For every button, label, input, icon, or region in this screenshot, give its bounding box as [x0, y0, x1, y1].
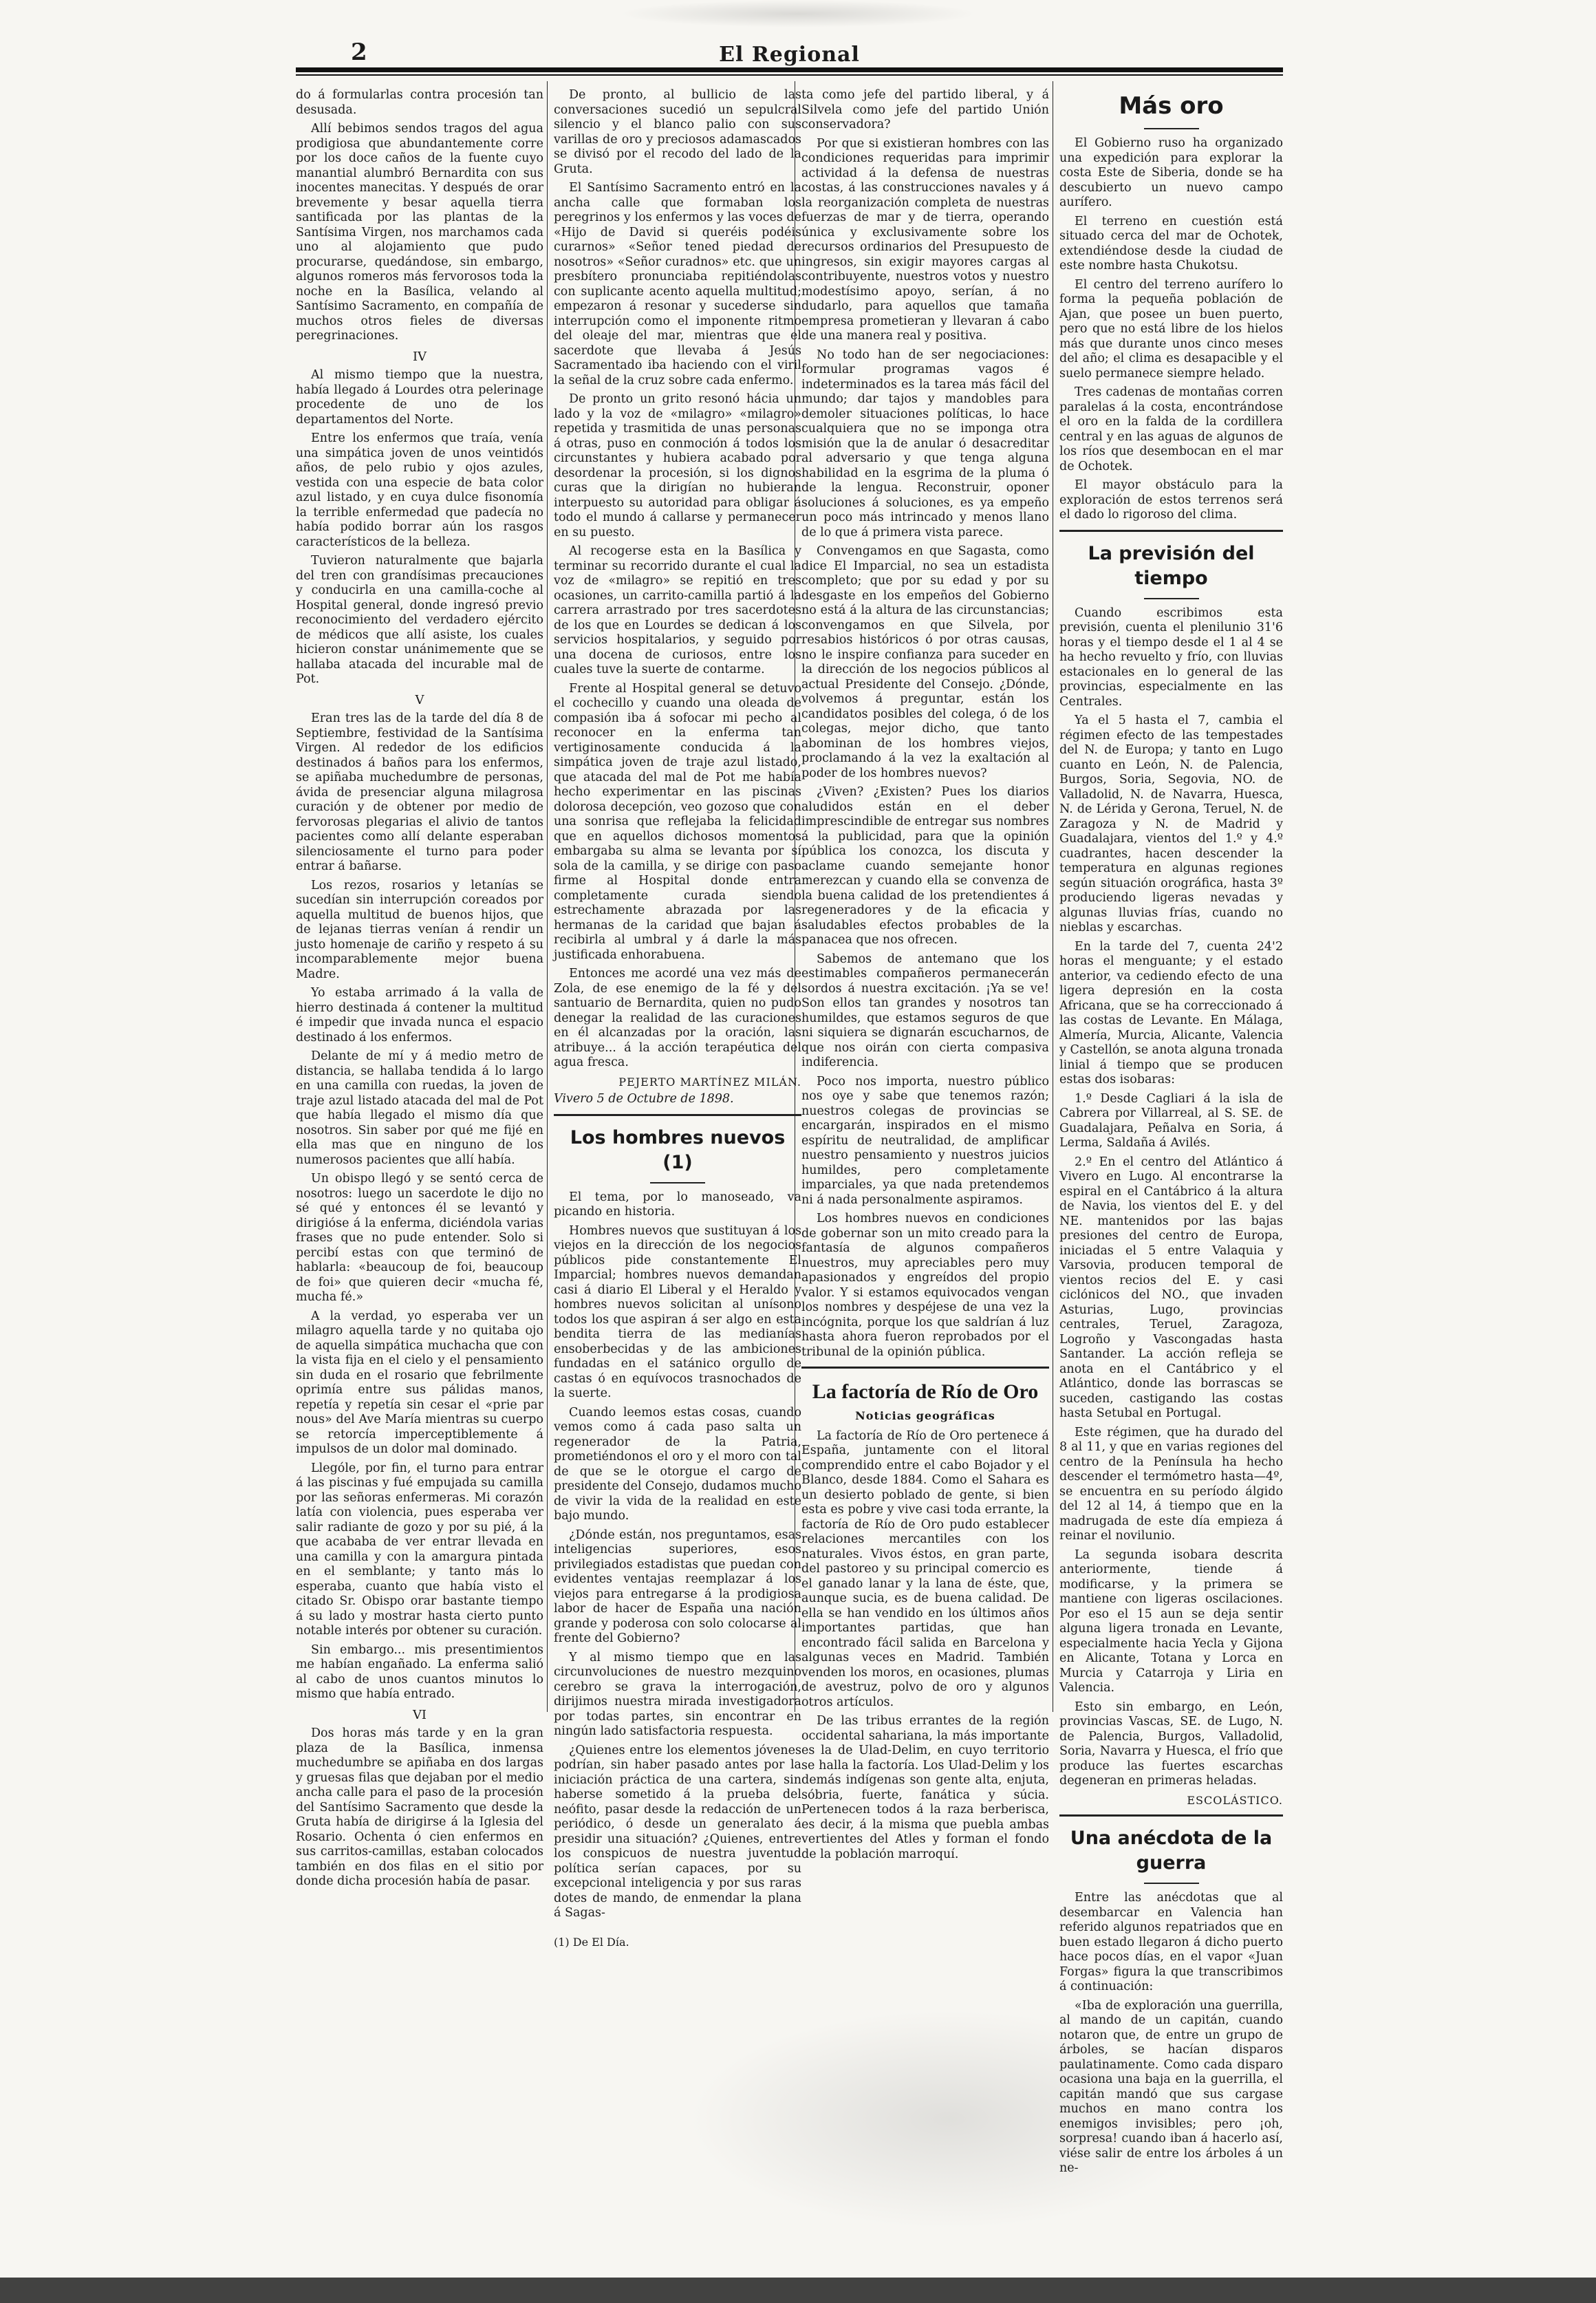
- article-headline: Una anécdota de la guerra: [1070, 1828, 1273, 1874]
- section-numeral: VI: [412, 1707, 427, 1722]
- paragraph: El Santísimo Sacramento entró en la ancha calle que formaban los peregrinos y los enfermos y las voces de «Hijo de David si queréis podéis curarnos» «Señor tened piedad de nosotros» «Señor curadnos» etc. que un presbítero pronunciaba repitiéndolas con suplicante acento aquella multitud; empezaron á resonar y sucederse sin interrupción como el imponente ritmo del oleaje del mar, mientras que el sacerdote que llevaba á Jesús Sacramentado iba haciendo con el viril la señal de la cruz sobre cada enfermo.: [554, 181, 801, 387]
- article-separator: [554, 1114, 801, 1116]
- paragraph: Y al mismo tiempo que en las circunvoluciones de nuestro mezquino cerebro se grava la interrogación, dirijimos nuestra mirada investigadora por todas partes, sin encontrar en ningún lado satisfactoria respuesta.: [554, 1650, 801, 1738]
- headline-rule: [650, 1182, 705, 1183]
- footnote: (1) De El Día.: [554, 1935, 629, 1949]
- paragraph: Eran tres las de la tarde del día 8 de Septiembre, festividad de la Santísima Virgen. Al rededor de los edificios destinados á baños para los enfermos, se apiñaba muchedumbre de personas, ávida de presenciar alguna milagrosa curación y de obtener por medio de fervorosas plegarias el alivio de tantos pacientes como allí delante esperaban silenciosamente el turno para poder entrar á bañarse.: [296, 711, 543, 873]
- paragraph: El tema, por lo manoseado, va picando en historia.: [554, 1190, 801, 1219]
- paragraph: El mayor obstáculo para la exploración de estos terrenos será el dado lo rigoroso del clima.: [1059, 478, 1283, 522]
- paragraph: 2.º En el centro del Atlántico á Vivero en Lugo. Al encontrarse la espiral en el Cantábrico á la altura de Navia, los vientos del E. y del NE. mantenidos por las bajas presiones del centro de Europa, iniciadas el 5 entre Valaquia y Varsovia, producen temporal de vientos recios del E. y casi ciclónicos del NO., que invaden Asturias, Lugo, provincias centrales, Teruel, Zaragoza, Logroño y Vascongadas hasta Santander. La acción refleja se anota en el Cantábrico y el Atlántico, donde las borrascas se suceden, castigando las costas hasta Setubal en Portugal.: [1059, 1155, 1283, 1420]
- paragraph: ta como jefe del partido liberal, y á Silvela como jefe del partido Unión conservadora?: [801, 88, 1049, 131]
- print-smudge-top: [619, 0, 977, 28]
- article-separator: [1059, 530, 1283, 532]
- article-headline: La previsión del tiempo: [1088, 542, 1255, 589]
- article-separator: [801, 1367, 1049, 1369]
- paragraph: Al mismo tiempo que la nuestra, había llegado á Lourdes otra pelerinage procedente de uno de los departamentos del Norte.: [296, 368, 543, 427]
- paragraph: De las tribus errantes de la región occidental sahariana, la más importante es la de Ulad-Delim, en cuyo territorio se halla la factoría. Los Ulad-Delim y los demás indígenas son gente alta, enjuta, sóbria, fuerte, fanática y súcia. Pertenecen todos á la raza berberisca, es decir, á la misma que puebla ambas vertientes del Atles y forman el fondo de la población marroquí.: [801, 1714, 1049, 1861]
- article-signature: ESCOLÁSTICO.: [1187, 1793, 1283, 1807]
- paragraph: Entre las anécdotas que al desembarcar en Valencia han referido algunos repatriados que en buen estado llegaron á dicho puerto hace pocos días, en el vapor «Juan Forgas» figura la que transcribimos á continuación:: [1059, 1891, 1283, 1993]
- paragraph: Cuando leemos estas cosas, cuando vemos como á cada paso salta un regenerador de la Patria, prometiéndonos el oro y el moro con tal de que se le otorgue el cargo de presidente del Consejo, dudamos mucho de vivir la vida de la realidad en este bajo mundo.: [554, 1405, 801, 1523]
- paragraph: Hombres nuevos que sustituyan á los viejos en la dirección de los negocios públicos pide constantemente El Imparcial; hombres nuevos demandan casi á diario El Liberal y el Heraldo y hombres nuevos solicitan al unísono todos los que aspiran á ser algo en esta bendita tierra de las medianías ensoberbecidas y de las ambiciones fundadas en el satánico orgullo de castas ó en equívocos trasnochados de la suerte.: [554, 1223, 801, 1400]
- paragraph: Por que si existieran hombres con las condiciones requeridas para imprimir actividad á la defensa de nuestras costas, á las construcciones navales y á la reorganización completa de nuestras fuerzas de mar y de tierra, operando única y exclusivamente sobre los recursos ordinarios del Presupuesto de ingresos, sin exigir mayores cargas al contribuyente, nuestros votos y nuestro modestísimo apoyo, serían, á no dudarlo, para aquellos que tamaña empresa prometieran y llevaran á cabo de una manera real y positiva.: [801, 136, 1049, 343]
- paragraph: Yo estaba arrimado á la valla de hierro destinada á contener la multitud é impedir que invada nunca el espacio destinado á los enfermos.: [296, 986, 543, 1045]
- paragraph: No todo han de ser negociaciones: formular programas vagos é indeterminados es la tarea más fácil del mundo; dar tajos y mandobles para demoler situaciones políticas, lo hace cualquiera que no se imponga otra misión que la de anular ó desacreditar al adversario y que tenga alguna habilidad en la esgrima de la pluma ó de la lengua. Reconstruir, oponer soluciones á soluciones, es ya empeño un poco más intrincado y menos llano de lo que á primera vista parece.: [801, 347, 1049, 539]
- paragraph: ¿Quienes entre los elementos jóvenes podrían, sin haber pasado antes por la iniciación práctica de una cartera, sin haberse sometido á la prueba del neófito, pasar desde la redacción de un periódico, ó desde un generalato á presidir una situación? ¿Quienes, entre los conspicuos de nuestra juventud política serían capaces, por su excepcional inteligencia y por sus raras dotes de mando, de enmendar la plana á Sagas-: [554, 1743, 801, 1920]
- paragraph: do á formularlas contra procesión tan desusada.: [296, 88, 543, 117]
- column-3: [801, 88, 1049, 1866]
- article-subheading: Noticias geográficas: [855, 1409, 995, 1422]
- header-rule-thin: [296, 74, 1283, 76]
- headline-rule: [1144, 598, 1199, 599]
- paragraph: Frente al Hospital general se detuvo el cochecillo y cuando una oleada de compasión iba á sofocar mi pecho al reconocer en la enferma tan vertiginosamente conducida á la simpática joven de traje azul listado, que atacada del mal de Pot me había hecho experimentar en las piscinas dolorosa decepción, veo gozoso que con una sonrisa que reflejaba la felicidad que en aquellos dichosos momentos embargaba su alma se levanta por sí sola de la camilla, y se dirige con paso firme al Hospital donde entra completamente curada siendo estrechamente abrazada por las hermanas de la caridad que bajan á recibirla al umbral y á darle la más justificada enhorabuena.: [554, 681, 801, 962]
- paragraph: De pronto un grito resonó hácia un lado y la voz de «milagro» «milagro» repetida y trasmitida de unas personas á otras, puso en conmoción á todos los circunstantes y hubiera acabado por desordenar la procesión, si los dignos curas que la dirigían no hubieran interpuesto su autoridad para obligar á todo el mundo á callarse y permanecer en su puesto.: [554, 392, 801, 539]
- paragraph: Tres cadenas de montañas corren paralelas á la costa, encontrándose el oro en la falda de la cordillera central y en las aguas de algunos de los ríos que desembocan en el mar de Ochotek.: [1059, 385, 1283, 473]
- paragraph: Sabemos de antemano que los estimables compañeros permanecerán sordos á nuestra excitación. ¡Ya se ve! Son ellos tan grandes y nosotros tan humildes, que estamos seguros de que ni siquiera se dignarán escucharnos, de que nos oirán con cierta compasiva indiferencia.: [801, 952, 1049, 1069]
- headline-rule: [1144, 128, 1199, 129]
- paragraph: 1.º Desde Cagliari á la isla de Cabrera por Villarreal, al S. SE. de Guadalajara, Peñalva en Soria, á Lerma, Saldaña á Avilés.: [1059, 1091, 1283, 1150]
- paragraph: La factoría de Río de Oro pertenece á España, juntamente con el litoral comprendido entre el cabo Bojador y el Blanco, desde 1884. Como el Sahara es un desierto poblado de gente, si bien esta es pobre y vive casi toda errante, la factoría de Río de Oro pudo establecer relaciones mercantiles con los naturales. Vivos éstos, en gran parte, del pastoreo y su principal comercio es el ganado lanar y la lana de éste, que, aunque sucia, es de buena calidad. De ella se han vendido en los últimos años importantes partidas, que han encontrado fácil salida en Barcelona y algunas veces en Madrid. También venden los moros, en ocasiones, plumas de avestruz, polvo de oro y algunos otros artículos.: [801, 1428, 1049, 1709]
- paragraph: Este régimen, que ha durado del 8 al 11, y que en varias regiones del centro de la Península ha hecho descender el termómetro hasta—4º, se encuentra en su período álgido del 12 al 14, á tiempo que en la madrugada de este día empieza á reinar el novilunio.: [1059, 1425, 1283, 1543]
- newspaper-title: El Regional: [719, 43, 860, 67]
- paragraph: Los rezos, rosarios y letanías se sucedían sin interrupción coreados por aquella multitud de buenos hijos, que de lejanas tierras venían á rendir un justo homenaje de cariño y respeto á su incomparablemente mejor buena Madre.: [296, 878, 543, 981]
- article-dateline: Vivero 5 de Octubre de 1898.: [554, 1092, 734, 1106]
- paragraph: El centro del terreno aurífero lo forma la pequeña población de Ajan, que posee un buen puerto, pero que no está libre de los hielos más que durante unos cinco meses del año; el clima es desapacible y el suelo permanece siempre helado.: [1059, 277, 1283, 381]
- paragraph: Dos horas más tarde y en la gran plaza de la Basílica, inmensa muchedumbre se apiñaba en dos largas y gruesas filas que dejaban por el medio ancha calle para el paso de la procesión del Santísimo Sacramento que desde la Gruta había de dirigirse á la Iglesia del Rosario. Ochenta ó cien enfermos en sus carritos-camillas, estaban colocados también en dos filas en el sitio por donde dicha procesión había de pasar.: [296, 1726, 543, 1888]
- column-4: [1059, 88, 1283, 2181]
- paragraph: Allí bebimos sendos tragos del agua prodigiosa que abundantemente corre por los doce caños de la fuente cuyo manantial alumbró Bernardita con sus inocentes manecitas. Y después de orar brevemente y besar aquella tierra santificada por las plantas de la Santísima Virgen, nos marchamos cada uno al alojamiento que pudo procurarse, quedándose, sin embargo, algunos romeros más fervorosos toda la noche en la Basílica, velando al Santísimo Sacramento, en compañía de muchos otros fieles de diversas peregrinaciones.: [296, 122, 543, 343]
- paragraph: De pronto, al bullicio de las conversaciones sucedió un sepulcral silencio y el blanco palio con sus varillas de oro y preciosos adamascados se divisó por el recodo del lado de la Gruta.: [554, 88, 801, 176]
- column-1: [296, 88, 543, 1894]
- paragraph: Sin embargo... mis presentimientos me habían engañado. La enferma salió al cabo de unos cuantos minutos lo mismo que había entrado.: [296, 1642, 543, 1701]
- paragraph: A la verdad, yo esperaba ver un milagro aquella tarde y no quitaba ojo de aquella simpática muchacha que con la vista fija en el cielo y el pensamiento sin duda en el rosario que febrilmente oprimía entre sus pálidas manos, repetía y repetía sin cesar el «prie par nous» del Ave María mientras su cuerpo se retorcía imperceptiblemente á impulsos de un dolor mal dominado.: [296, 1309, 543, 1456]
- column-2: [554, 88, 801, 1949]
- paragraph: Los hombres nuevos en condiciones de gobernar son un mito creado para la fantasía de algunos compañeros nuestros, muy apreciables pero muy apasionados y engreídos del propio valor. Y si estamos equivocados vengan los nombres y despéjese de una vez la incógnita, porque los que saldrían á luz hasta ahora fueron reprobados por el tribunal de la opinión pública.: [801, 1212, 1049, 1359]
- paragraph: Un obispo llegó y se sentó cerca de nosotros: luego un sacerdote le dijo no sé qué y entonces él se levantó y dirigióse á la enferma, diciéndola varias frases que no pude entender. Solo si percibí estas con que terminó de hablarla: «beaucoup de foi, beaucoup de foi» que quieren decir «mucha fé, mucha fé.»: [296, 1172, 543, 1304]
- paragraph: Llególe, por fin, el turno para entrar á las piscinas y fué empujada su camilla por las señoras enfermeras. Mi corazón latía con violencia, pues esperaba ver salir radiante de gozo y por su pié, á la que acababa de ver entrar llevada en una camilla y con la amargura pintada en el semblante; y tanto más lo esperaba, cuanto que había visto el citado Sr. Obispo orar bastante tiempo á su lado y mostrar hasta cierto punto notable interés por obtener su curación.: [296, 1461, 543, 1638]
- scan-bottom-edge: [0, 2278, 1596, 2303]
- article-separator: [1059, 1814, 1283, 1817]
- paragraph: Al recogerse esta en la Basílica y terminar su recorrido durante el cual la voz de «milagro» se repitió en tres ocasiones, un carrito-camilla partió á la carrera arrastrado por tres sacerdotes de los que en Lourdes se dedican á los servicios hospitalarios, y seguido por una docena de curiosos, entre los cuales tuve la suerte de contarme.: [554, 544, 801, 676]
- paragraph: El terreno en cuestión está situado cerca del mar de Ochotek, extendiéndose desde la ciudad de este nombre hasta Chukotsu.: [1059, 214, 1283, 272]
- paragraph: ¿Viven? ¿Existen? Pues los diarios aludidos están en el deber imprescindible de entregar sus nombres á la publicidad, para que la opinión pública los conozca, los discuta y aclame cuando semejante honor merezcan y cuando ella se convenza de la buena calidad de los pretendientes á regeneradores y de la eficacia y saludables efectos probables de la panacea que nos ofrecen.: [801, 785, 1049, 947]
- paragraph: Ya el 5 hasta el 7, cambia el régimen efecto de las tempestades del N. de Europa; y tanto en Lugo cuanto en León, N. de Palencia, Burgos, Soria, Segovia, NO. de Valladolid, N. de Navarra, Huesca, N. de Lérida y Gerona, Teruel, N. de Zaragoza y N. de Madrid y Guadalajara, vientos del 1.º y 4.º cuadrantes, hacen descender la temperatura en algunas regiones según situación orográfica, hasta 3º produciendo ligeras nevadas y algunas lluvias frías, cuando no nieblas y escarchas.: [1059, 714, 1283, 934]
- header-rule-thick: [296, 67, 1283, 72]
- paragraph: El Gobierno ruso ha organizado una expedición para explorar la costa Este de Siberia, donde se ha descubierto un nuevo campo aurífero.: [1059, 136, 1283, 209]
- section-numeral: IV: [412, 349, 427, 364]
- article-headline: Los hombres nuevos (1): [570, 1126, 786, 1173]
- page-number: 2: [351, 39, 367, 66]
- paragraph: Delante de mí y á medio metro de distancia, se hallaba tendida á lo largo en una camilla con ruedas, la joven de traje azul listado atacada del mal de Pot que había llegado el mismo día que nosotros. Sin saber por qué me fijé en ella mas que en ninguno de los numerosos pacientes que allí había.: [296, 1049, 543, 1167]
- article-headline: La factoría de Río de Oro: [812, 1380, 1039, 1403]
- paragraph: La segunda isobara descrita anteriormente, tiende á modificarse, y la primera se mantiene con ligeras oscilaciones. Por eso el 15 aun se deja sentir alguna ligera tronada en Levante, especialmente hacia Yecla y Gijona en Alicante, Totana y Lorca en Murcia y Catarroja y Liria en Valencia.: [1059, 1547, 1283, 1695]
- column-divider: [547, 81, 548, 1712]
- paragraph: ¿Dónde están, nos preguntamos, esas inteligencias superiores, esos privilegiados estadistas que puedan con evidentes ventajas reemplazar á los viejos para entregarse á la prodigiosa labor de hacer de España una nación grande y poderosa con solo colocarse al frente del Gobierno?: [554, 1528, 801, 1645]
- paragraph: Entre los enfermos que traía, venía una simpática joven de unos veintidós años, de pelo rubio y ojos azules, vestida con una especie de bata color azul listado, y en cuya dulce fisonomía la terrible enfermedad que padecía no había podido borrar aún los rasgos característicos de la belleza.: [296, 431, 543, 549]
- article-headline: Más oro: [1119, 92, 1224, 120]
- paragraph: Poco nos importa, nuestro público nos oye y sabe que tenemos razón; nuestros colegas de provincias se encargarán, inspirados en el mismo espíritu de neutralidad, de amplificar nuestro pensamiento y nuestros juicios humildes, pero completamente imparciales, ya que nada pretendemos ni á nada personalmente aspiramos.: [801, 1074, 1049, 1207]
- paragraph: Entonces me acordé una vez más de Zola, de ese enemigo de la fé y del santuario de Bernardita, quien no pudo denegar la realidad de las curaciones en él alcanzadas por la oración, las atribuye... á la acción terapéutica del agua fresca.: [554, 967, 801, 1069]
- paragraph: Cuando escribimos esta previsión, cuenta el plenilunio 31'6 horas y el tiempo desde el 1 al 4 se ha hecho revuelto y frío, con lluvias estacionales en lo general de las provincias, especialmente en las Centrales.: [1059, 606, 1283, 709]
- paragraph: En la tarde del 7, cuenta 24'2 horas el menguante; y el estado anterior, va cediendo efecto de una ligera depresión en la costa Africana, que se ha correccionado á las costas de Levante. En Málaga, Almería, Murcia, Alicante, Valencia y Castellón, se anota alguna tronada linial á tiempo que se producen estas dos isobaras:: [1059, 939, 1283, 1086]
- paragraph: «Iba de exploración una guerrilla, al mando de un capitán, cuando notaron que, de entre un grupo de árboles, se hacían disparos paulatinamente. Como cada disparo ocasiona una baja en la guerrilla, el capitán mandó que sus cargase muchos en mano contra los enemigos invisibles; pero ¡oh, sorpresa! cuando iban á hacerlo así, viése salir de entre los árboles á un ne-: [1059, 1998, 1283, 2175]
- headline-rule: [1144, 1883, 1199, 1884]
- paragraph: Tuvieron naturalmente que bajarla del tren con grandísimas precauciones y conducirla en una camilla-coche al Hospital general, donde ingresó previo reconocimiento del verdadero ejército de médicos que allí asiste, los cuales hicieron constar unánimemente que se hallaba atacada del incurable mal de Pot.: [296, 554, 543, 686]
- section-numeral: V: [415, 692, 424, 707]
- article-signature: PEJERTO MARTÍNEZ MILÁN.: [618, 1075, 801, 1089]
- paragraph: Convengamos en que Sagasta, como dice El Imparcial, no sea un estadista completo; que por su edad y por su desgaste en los empeños del Gobierno no está á la altura de las circunstancias; convengamos en que Silvela, por resabios históricos ó por otras causas, no le inspire confianza para suceder en la dirección de los negocios públicos al actual Presidente del Consejo. ¿Dónde, volvemos á preguntar, están los candidatos posibles del colega, ó de los colegas, mejor dicho, que tanto abominan de los hombres viejos, proclamando á la vez la exaltación al poder de los hombres nuevos?: [801, 544, 1049, 780]
- paragraph: Esto sin embargo, en León, provincias Vascas, SE. de Lugo, N. de Palencia, Burgos, Valladolid, Soria, Navarra y Huesca, el frío que produce las fuertes escarchas degeneran en primeras heladas.: [1059, 1700, 1283, 1788]
